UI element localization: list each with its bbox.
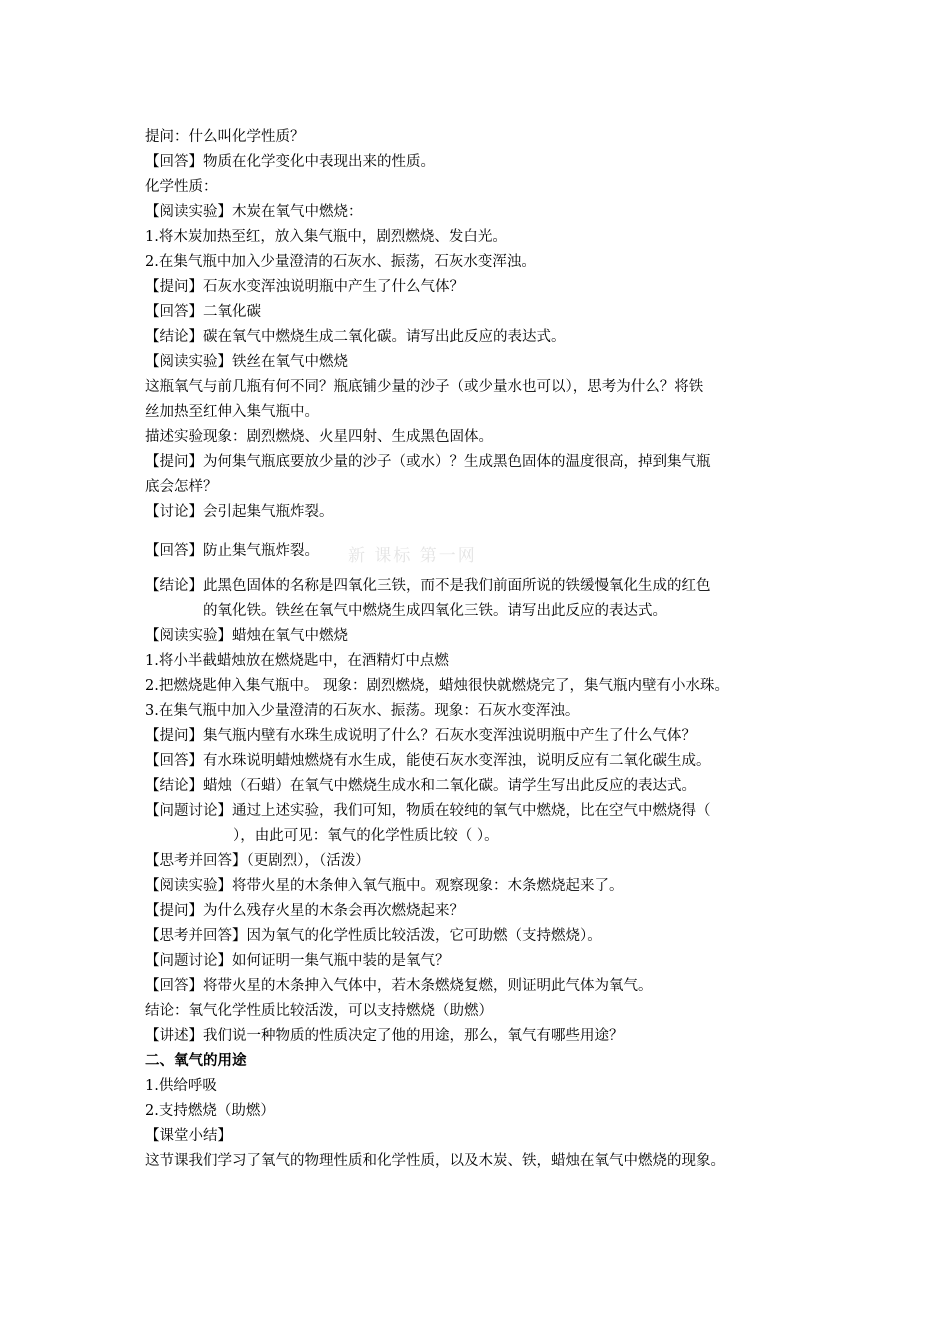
text-line: 【课堂小结】 bbox=[145, 1128, 232, 1144]
text-line: 【阅读实验】蜡烛在氧气中燃烧 bbox=[145, 628, 348, 644]
text-line: 2.把燃烧匙伸入集气瓶中。 现象：剧烈燃烧，蜡烛很快就燃烧完了，集气瓶内壁有小水珠。 bbox=[145, 678, 729, 694]
text-line: 这节课我们学习了氧气的物理性质和化学性质，以及木炭、铁，蜡烛在氧气中燃烧的现象。 bbox=[145, 1153, 725, 1169]
text-line: 描述实验现象：剧烈燃烧、火星四射、生成黑色固体。 bbox=[145, 429, 493, 445]
text-line: 化学性质： bbox=[145, 179, 218, 195]
text-line: 【讨论】会引起集气瓶炸裂。 bbox=[145, 504, 334, 520]
text-line: 这瓶氧气与前几瓶有何不同？瓶底铺少量的沙子（或少量水也可以），思考为什么？将铁 bbox=[145, 379, 704, 395]
text-line: 【结论】蜡烛（石蜡）在氧气中燃烧生成水和二氧化碳。请学生写出此反应的表达式。 bbox=[145, 778, 696, 794]
text-line: 【提问】为何集气瓶底要放少量的沙子（或水）？生成黑色固体的温度很高，掉到集气瓶 bbox=[145, 454, 711, 470]
text-line: 2.支持燃烧（助燃） bbox=[145, 1103, 275, 1119]
watermark-text: 新 课标 第一网 bbox=[348, 546, 477, 566]
text-line: 【思考并回答】因为氧气的化学性质比较活泼，它可助燃（支持燃烧）。 bbox=[145, 928, 602, 944]
text-line: 【结论】碳在氧气中燃烧生成二氧化碳。请写出此反应的表达式。 bbox=[145, 329, 566, 345]
text-line: 底会怎样？ bbox=[145, 479, 218, 495]
text-line: 【结论】此黑色固体的名称是四氧化三铁，而不是我们前面所说的铁缓慢氧化生成的红色 bbox=[145, 578, 711, 594]
text-line: 【阅读实验】木炭在氧气中燃烧： bbox=[145, 204, 363, 220]
text-line: ），由此可见：氧气的化学性质比较（ ）。 bbox=[233, 828, 499, 844]
text-line: 1.将小半截蜡烛放在燃烧匙中，在酒精灯中点燃 bbox=[145, 653, 449, 669]
text-line: 【回答】有水珠说明蜡烛燃烧有水生成，能使石灰水变浑浊，说明反应有二氧化碳生成。 bbox=[145, 753, 711, 769]
text-line: 【阅读实验】铁丝在氧气中燃烧 bbox=[145, 354, 348, 370]
text-line: 【问题讨论】通过上述实验，我们可知，物质在较纯的氧气中燃烧，比在空气中燃烧得（ bbox=[145, 803, 711, 819]
text-line: 【提问】为什么残存火星的木条会再次燃烧起来？ bbox=[145, 903, 464, 919]
text-line: 结论：氧气化学性质比较活泼，可以支持燃烧（助燃） bbox=[145, 1003, 493, 1019]
text-line: 1.供给呼吸 bbox=[145, 1078, 217, 1094]
text-line: 【回答】将带火星的木条抻入气体中，若木条燃烧复燃，则证明此气体为氧气。 bbox=[145, 978, 653, 994]
text-line: 【回答】二氧化碳 bbox=[145, 304, 261, 320]
text-line: 【回答】防止集气瓶炸裂。 bbox=[145, 543, 319, 559]
text-line: 丝加热至红伸入集气瓶中。 bbox=[145, 404, 319, 420]
text-line: 2.在集气瓶中加入少量澄清的石灰水、振荡，石灰水变浑浊。 bbox=[145, 254, 536, 270]
text-line: 3.在集气瓶中加入少量澄清的石灰水、振荡。现象：石灰水变浑浊。 bbox=[145, 703, 580, 719]
text-line: 1.将木炭加热至红，放入集气瓶中，剧烈燃烧、发白光。 bbox=[145, 229, 507, 245]
text-line: 【提问】集气瓶内壁有水珠生成说明了什么？石灰水变浑浊说明瓶中产生了什么气体？ bbox=[145, 728, 696, 744]
text-line: 提问：什么叫化学性质？ bbox=[145, 129, 305, 145]
text-line: 【思考并回答】（更剧烈），（活泼） bbox=[145, 853, 370, 869]
text-line: 【提问】石灰水变浑浊说明瓶中产生了什么气体？ bbox=[145, 279, 464, 295]
text-line: 【问题讨论】如何证明一集气瓶中装的是氧气？ bbox=[145, 953, 450, 969]
text-line: 的氧化铁。铁丝在氧气中燃烧生成四氧化三铁。请写出此反应的表达式。 bbox=[203, 603, 667, 619]
section-heading: 二、氧气的用途 bbox=[145, 1052, 247, 1069]
text-line: 【回答】物质在化学变化中表现出来的性质。 bbox=[145, 154, 435, 170]
text-line: 【讲述】我们说一种物质的性质决定了他的用途，那么，氧气有哪些用途？ bbox=[145, 1028, 624, 1044]
text-line: 【阅读实验】将带火星的木条伸入氧气瓶中。观察现象：木条燃烧起来了。 bbox=[145, 878, 624, 894]
